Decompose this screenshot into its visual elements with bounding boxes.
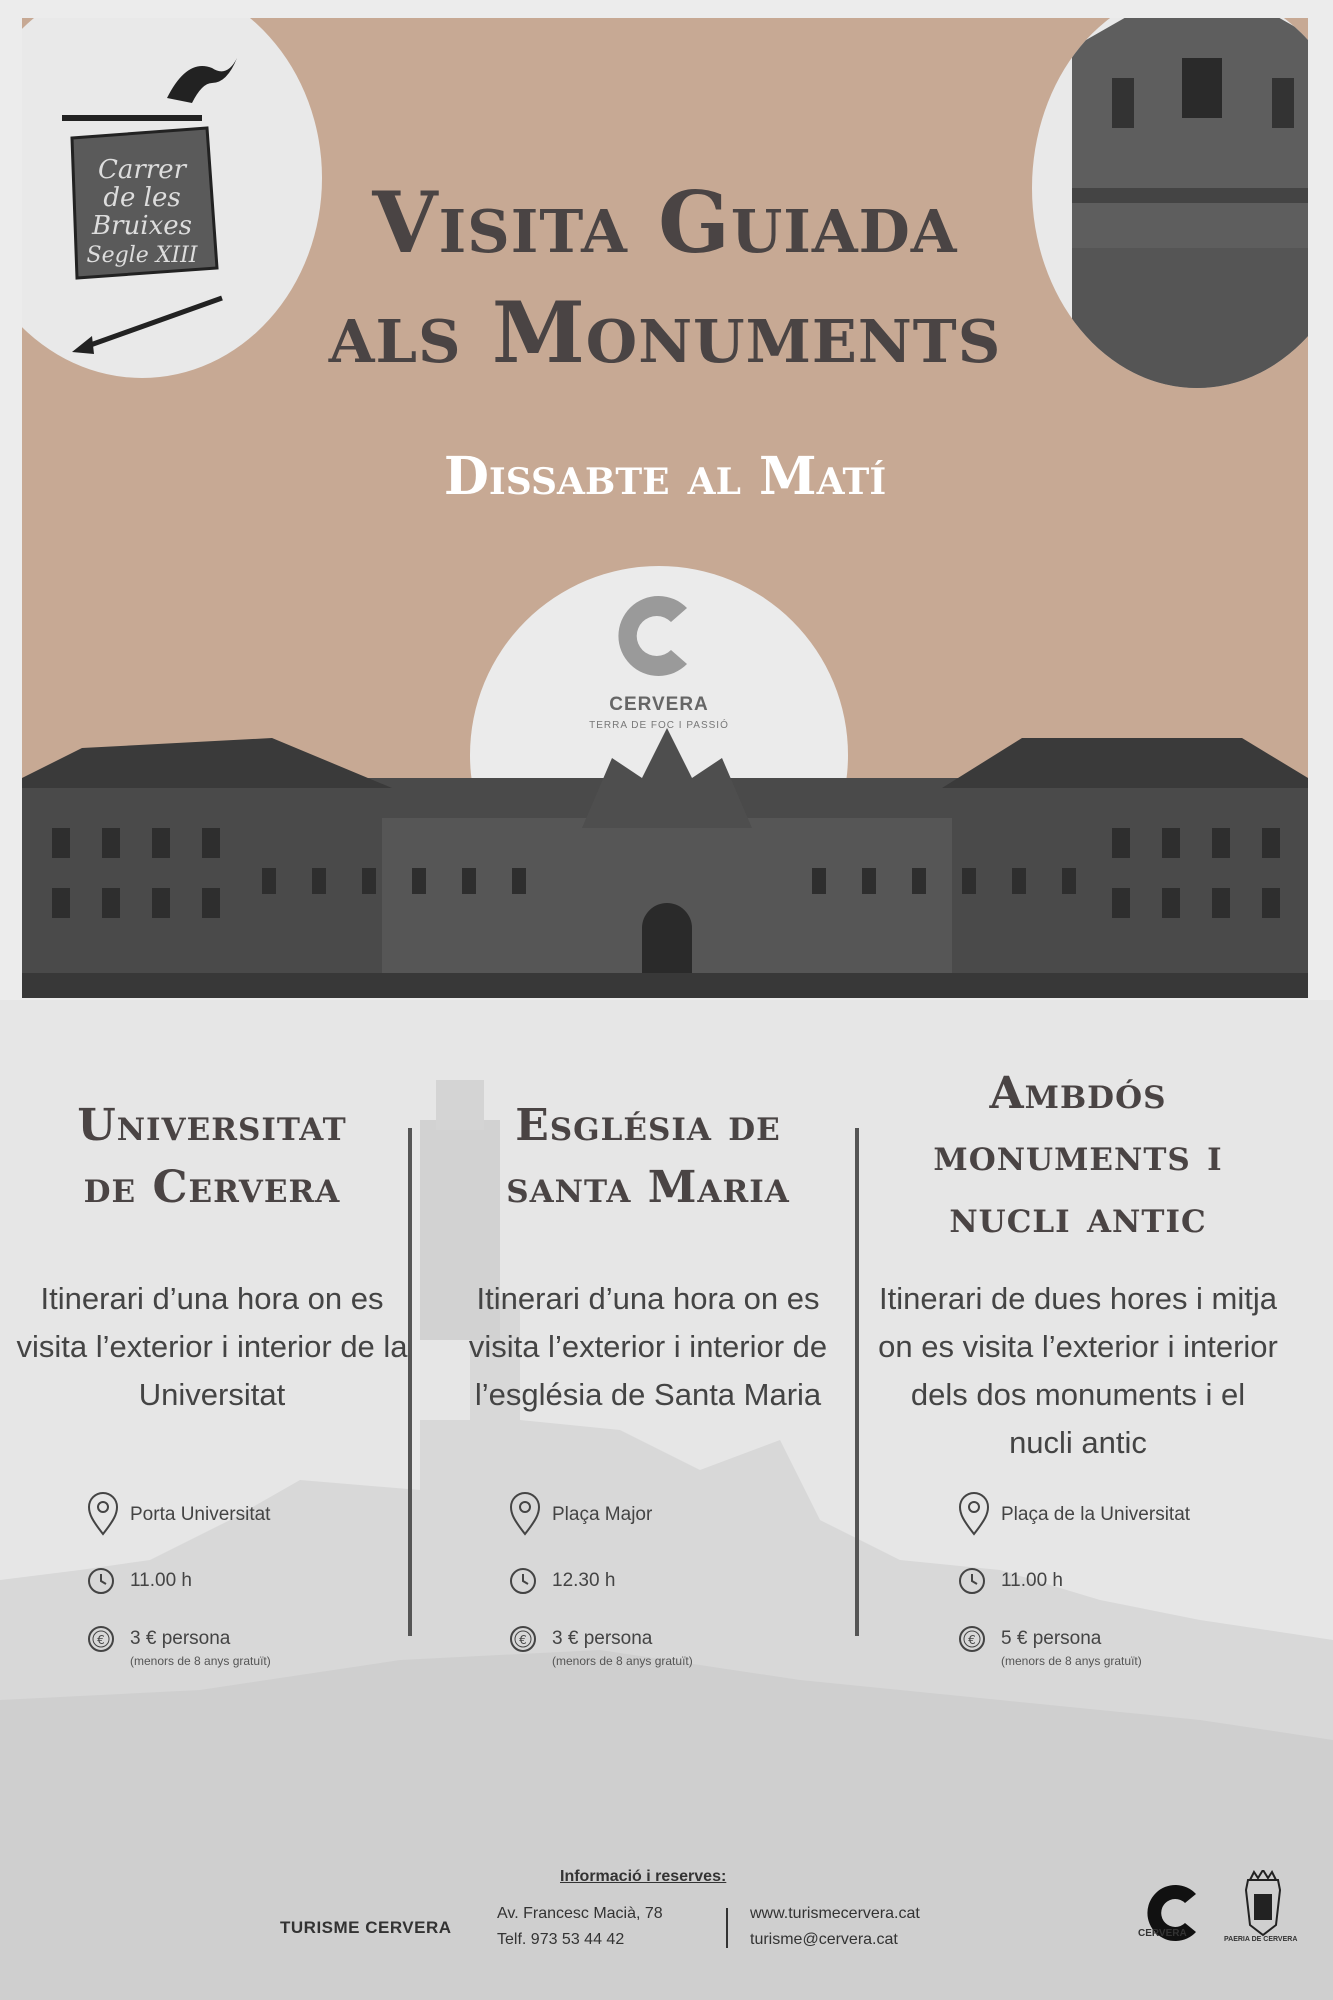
price-note: (menors de 8 anys gratuït) xyxy=(130,1654,271,1668)
price-text: 3 € persona xyxy=(552,1628,653,1649)
footer-divider xyxy=(726,1908,728,1948)
euro-coin-icon xyxy=(508,1624,538,1654)
tour-title-line3: nucli antic xyxy=(949,1192,1207,1243)
tour-column-esglesia xyxy=(448,1095,848,1412)
logo-tagline: TERRA DE FOC I PASSIÓ xyxy=(589,720,729,731)
page-title-line2: als Monuments xyxy=(328,283,1002,382)
tour-column-universitat xyxy=(12,1095,412,1412)
price-text: 3 € persona xyxy=(130,1628,231,1649)
time-text: 11.00 h xyxy=(1001,1570,1063,1591)
page-title xyxy=(22,168,1308,388)
footer-logo-word: CERVERA xyxy=(1138,1928,1187,1939)
clock-icon xyxy=(86,1566,116,1596)
svg-text:€: € xyxy=(519,1633,527,1647)
column-divider-2 xyxy=(855,1128,859,1636)
tour-title xyxy=(12,1095,412,1219)
tour-title-line1: Universitat xyxy=(77,1100,347,1151)
location-pin-icon xyxy=(957,1492,991,1536)
page-subtitle: Dissabte al Matí xyxy=(443,446,887,507)
clock-icon xyxy=(957,1566,987,1596)
svg-text:€: € xyxy=(97,1633,105,1647)
clock-icon xyxy=(508,1566,538,1596)
location-pin-icon xyxy=(508,1492,542,1536)
tour-title-line1: Ambdós xyxy=(989,1068,1167,1119)
tour-description: Itinerari de dues hores i mitja on es visita l’exterior i interior dels dos monuments i el nucli antic xyxy=(878,1281,1278,1460)
time-text: 12.30 h xyxy=(552,1570,616,1591)
footer-contact-online xyxy=(750,1901,920,1953)
tour-description: Itinerari d’una hora on es visita l’exterior i interior de l’església de Santa Maria xyxy=(468,1281,828,1412)
page-title-line1: Visita Guiada xyxy=(372,173,958,272)
sign-text-line4: Segle XIII xyxy=(86,243,198,268)
meeting-point-text: Plaça de la Universitat xyxy=(1001,1504,1191,1525)
footer-email-link[interactable]: turisme@cervera.cat xyxy=(750,1931,898,1948)
svg-text:€: € xyxy=(968,1633,976,1647)
price-note: (menors de 8 anys gratuït) xyxy=(1001,1654,1142,1668)
footer-phone: Telf. 973 53 44 42 xyxy=(497,1931,625,1948)
time-text: 11.00 h xyxy=(130,1570,192,1591)
price-note: (menors de 8 anys gratuït) xyxy=(552,1654,693,1668)
euro-coin-icon xyxy=(86,1624,116,1654)
meeting-point-text: Porta Universitat xyxy=(130,1504,271,1525)
header-banner xyxy=(22,18,1308,998)
footer-heading: Informació i reserves: xyxy=(560,1868,727,1885)
footer-brand: TURISME CERVERA xyxy=(280,1918,452,1937)
price-text: 5 € persona xyxy=(1001,1628,1102,1649)
tour-title-line2: de Cervera xyxy=(83,1162,341,1213)
sign-text-line3: Bruixes xyxy=(92,211,192,241)
tour-title-line1: Església de xyxy=(515,1100,781,1151)
footer-website-link[interactable]: www.turismecervera.cat xyxy=(750,1905,920,1922)
logo-wordmark: CERVERA xyxy=(609,694,709,715)
euro-coin-icon xyxy=(957,1624,987,1654)
footer-contact-address xyxy=(497,1901,663,1953)
footer-seal-word: PAERIA DE CERVERA xyxy=(1224,1936,1298,1943)
sign-text-line2: de les xyxy=(103,183,181,213)
footer-address: Av. Francesc Macià, 78 xyxy=(497,1905,663,1922)
meeting-point-text: Plaça Major xyxy=(552,1504,653,1525)
paeria-seal-icon xyxy=(1238,1870,1288,1940)
sign-text-line1: Carrer xyxy=(97,155,187,185)
tour-description: Itinerari d’una hora on es visita l’exterior i interior de la Universitat xyxy=(16,1281,408,1412)
location-pin-icon xyxy=(86,1492,120,1536)
tour-title-line2: monuments i xyxy=(933,1130,1223,1181)
tour-title-line2: santa Maria xyxy=(506,1162,790,1213)
tour-column-ambdos xyxy=(878,1063,1278,1460)
tour-title xyxy=(448,1095,848,1219)
cervera-logo-icon xyxy=(609,586,709,686)
tour-title xyxy=(878,1063,1278,1249)
column-divider-1 xyxy=(408,1128,412,1636)
university-building-image xyxy=(22,718,1308,998)
